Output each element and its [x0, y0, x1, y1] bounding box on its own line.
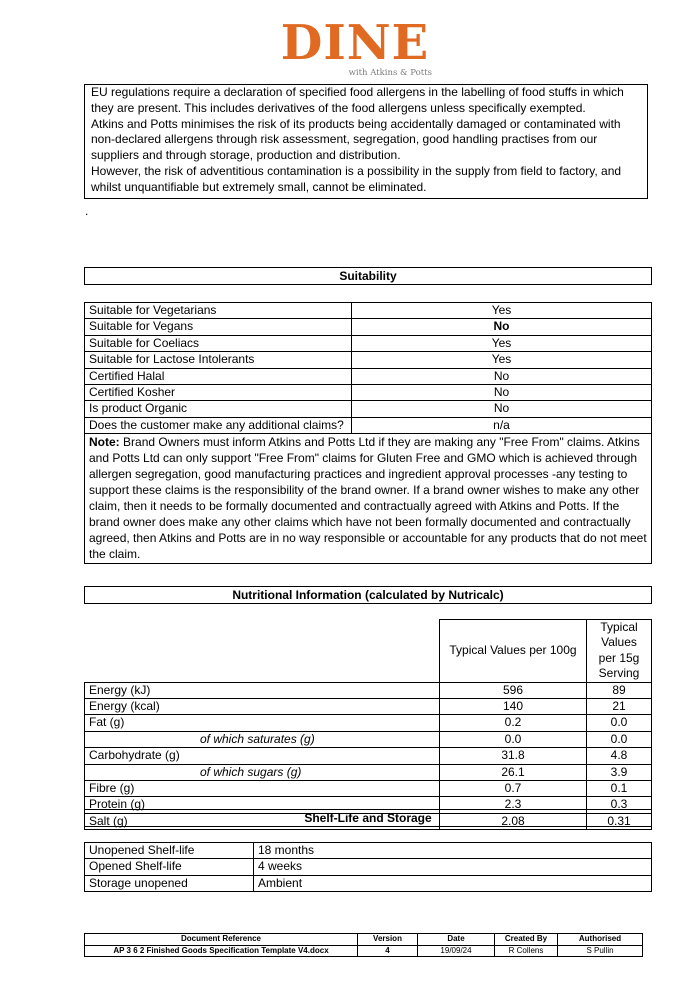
- table-row: [85, 781, 652, 797]
- value-per-100g: 2.3: [440, 797, 587, 813]
- allergen-statement-box: [84, 84, 648, 199]
- suitability-label: Suitable for Vegetarians: [85, 303, 352, 319]
- value-per-100g: 0.0: [440, 731, 587, 747]
- table-row: [85, 303, 652, 319]
- column-header: Typical Values per 15g Serving: [587, 620, 652, 683]
- nutrient-sub-label: of which saturates (g): [85, 731, 440, 747]
- nutrient-label: Energy (kJ): [85, 682, 440, 698]
- value-per-serving: 4.8: [587, 748, 652, 764]
- suitability-value: No: [352, 368, 652, 384]
- suitability-label: Certified Kosher: [85, 385, 352, 401]
- document-control-table: [84, 933, 643, 957]
- footer-header: Authorised: [558, 934, 643, 946]
- suitability-value: No: [352, 319, 652, 335]
- suitability-value: Yes: [352, 303, 652, 319]
- suitability-value: n/a: [352, 417, 652, 433]
- logo-wordmark: DINE: [280, 15, 430, 71]
- table-header-row: [85, 934, 643, 946]
- table-row: [85, 945, 643, 957]
- nutrition-heading: Nutritional Information (calculated by Nutricalc): [84, 586, 652, 604]
- suitability-label: Is product Organic: [85, 401, 352, 417]
- suitability-label: Suitable for Lactose Intolerants: [85, 352, 352, 368]
- stray-dot: .: [85, 204, 89, 218]
- table-row: [85, 417, 652, 433]
- nutrient-label: Fat (g): [85, 715, 440, 731]
- value-per-serving: 3.9: [587, 764, 652, 780]
- authorised-by: S Pullin: [558, 945, 643, 957]
- shelf-value: Ambient: [254, 875, 652, 891]
- suitability-value: No: [352, 401, 652, 417]
- suitability-label: Suitable for Coeliacs: [85, 335, 352, 351]
- value-per-100g: 596: [440, 682, 587, 698]
- value-per-serving: 0.0: [587, 731, 652, 747]
- nutrient-label: Fibre (g): [85, 781, 440, 797]
- table-row: [85, 319, 652, 335]
- value-per-100g: 0.2: [440, 715, 587, 731]
- value-per-100g: 26.1: [440, 764, 587, 780]
- shelf-label: Unopened Shelf-life: [85, 843, 254, 859]
- suitability-value: Yes: [352, 352, 652, 368]
- suitability-value: No: [352, 385, 652, 401]
- shelf-label: Opened Shelf-life: [85, 859, 254, 875]
- footer-header: Document Reference: [85, 934, 358, 946]
- table-row: [85, 843, 652, 859]
- shelf-value: 18 months: [254, 843, 652, 859]
- table-row: [85, 715, 652, 731]
- document-date: 19/09/24: [418, 945, 495, 957]
- table-row: [85, 859, 652, 875]
- value-per-serving: 0.1: [587, 781, 652, 797]
- nutrition-table: [84, 619, 652, 830]
- table-row: [85, 731, 652, 747]
- column-header: Typical Values per 100g: [440, 620, 587, 683]
- document-version: 4: [358, 945, 418, 957]
- suitability-heading: Suitability: [84, 267, 652, 285]
- intro-paragraph: Atkins and Potts minimises the risk of its products being accidentally damaged or contaminated with non-declared allergens through risk assessment, segregation, good handling practises from our suppliers and through storage, production and distribution.: [91, 116, 621, 163]
- shelf-life-heading: Shelf-Life and Storage: [84, 809, 652, 827]
- suitability-label: Suitable for Vegans: [85, 319, 352, 335]
- nutrient-label: Energy (kcal): [85, 699, 440, 715]
- document-reference: AP 3 6 2 Finished Goods Specification Template V4.docx: [85, 945, 358, 957]
- empty-header-cell: [85, 620, 440, 683]
- created-by: R Collens: [495, 945, 558, 957]
- value-per-100g: 31.8: [440, 748, 587, 764]
- footer-header: Version: [358, 934, 418, 946]
- value-per-100g: 140: [440, 699, 587, 715]
- table-row: [85, 699, 652, 715]
- value-per-serving: 0.31: [587, 813, 652, 829]
- table-row: [85, 385, 652, 401]
- nutrient-label: Carbohydrate (g): [85, 748, 440, 764]
- shelf-value: 4 weeks: [254, 859, 652, 875]
- note-row: [85, 434, 652, 564]
- table-header-row: [85, 620, 652, 683]
- table-row: [85, 764, 652, 780]
- suitability-value: Yes: [352, 335, 652, 351]
- table-row: [85, 682, 652, 698]
- footer-header: Created By: [495, 934, 558, 946]
- note-label: Note:: [89, 435, 120, 450]
- nutrient-label: Protein (g): [85, 797, 440, 813]
- claims-note: [85, 434, 652, 564]
- table-row: [85, 401, 652, 417]
- value-per-serving: 21: [587, 699, 652, 715]
- table-row: [85, 352, 652, 368]
- footer-header: Date: [418, 934, 495, 946]
- nutrient-sub-label: of which sugars (g): [85, 764, 440, 780]
- suitability-table: [84, 302, 652, 564]
- suitability-label: Certified Halal: [85, 368, 352, 384]
- logo-tagline: with Atkins & Potts: [348, 68, 432, 78]
- table-row: [85, 335, 652, 351]
- table-row: [85, 368, 652, 384]
- suitability-label: Does the customer make any additional claims?: [85, 417, 352, 433]
- table-row: [85, 748, 652, 764]
- shelf-life-table: [84, 842, 652, 892]
- nutrient-label: Salt (g): [85, 813, 440, 829]
- note-text: Brand Owners must inform Atkins and Potts Ltd if they are making any "Free From" claims. Atkins and Potts Ltd can only support "Free From" claims for Gluten Free and GMO which is achieved through allergen segregation, good manufacturing practices and ingredient approval processes -any testing to support these claims is the responsibility of the brand owner. If a brand owner wishes to make any other claim, then it needs to be formally documented and contractually agreed with Atkins and Potts. If the brand owner does make any other claims which have not been formally documented and contractually agreed, then Atkins and Potts are in no way responsible or accountable for any products that do not meet the claim.: [89, 435, 647, 562]
- value-per-serving: 89: [587, 682, 652, 698]
- intro-paragraph: EU regulations require a declaration of specified food allergens in the labelling of food stuffs in which they are present. This includes derivatives of the food allergens unless specifically exempted.: [91, 85, 624, 115]
- value-per-serving: 0.0: [587, 715, 652, 731]
- shelf-label: Storage unopened: [85, 875, 254, 891]
- table-row: [85, 875, 652, 891]
- intro-paragraph: However, the risk of adventitious contamination is a possibility in the supply from field to factory, and whilst unquantifiable but extremely small, cannot be eliminated.: [91, 163, 622, 194]
- value-per-serving: 0.3: [587, 797, 652, 813]
- value-per-100g: 0.7: [440, 781, 587, 797]
- dine-logo: [278, 15, 438, 78]
- value-per-100g: 2.08: [440, 813, 587, 829]
